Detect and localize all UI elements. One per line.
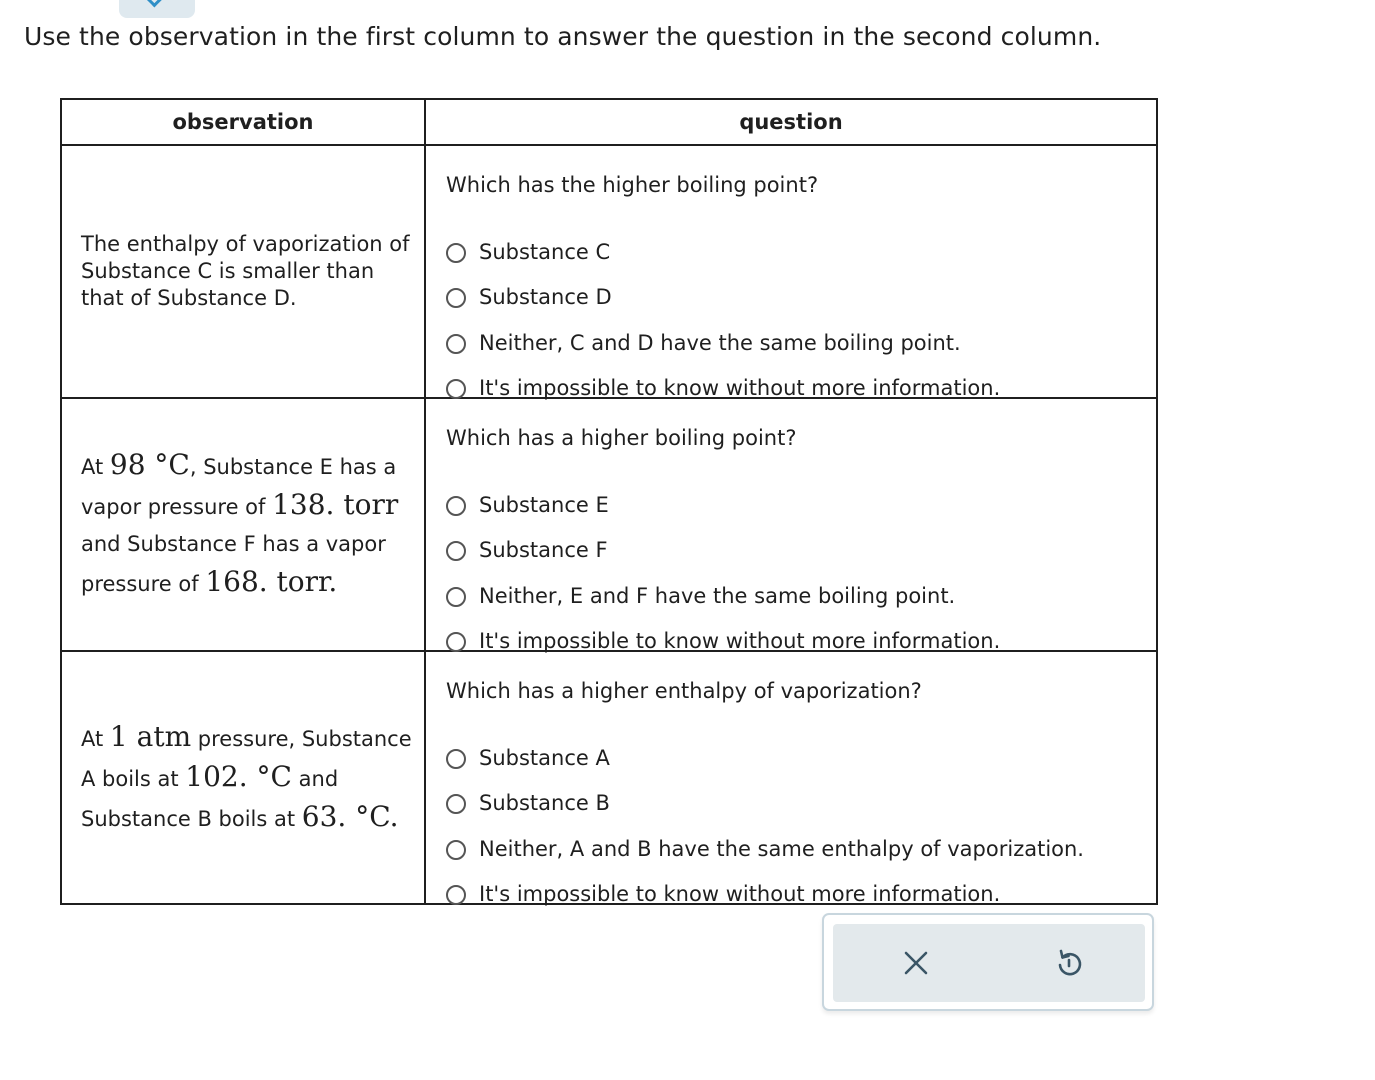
radio-button[interactable]: [446, 840, 466, 860]
action-bar: [833, 924, 1145, 1002]
observation-cell: [61, 651, 425, 904]
clear-button[interactable]: [899, 946, 933, 980]
observation-text-part: .: [328, 565, 338, 598]
option-label[interactable]: Neither, A and B have the same enthalpy of vaporization.: [479, 836, 1084, 861]
question-cell: [425, 398, 1157, 654]
observation-text-part: At: [81, 726, 110, 751]
radio-button[interactable]: [446, 541, 466, 561]
question-table: [60, 98, 1158, 905]
radio-button[interactable]: [446, 288, 466, 308]
observation-text-part: and Substance B boils at: [81, 766, 339, 831]
close-icon: [899, 946, 933, 980]
answer-option[interactable]: [446, 482, 1146, 528]
option-label[interactable]: Substance E: [479, 492, 609, 517]
question-prompt: Which has a higher enthalpy of vaporization?: [446, 679, 922, 703]
radio-button[interactable]: [446, 496, 466, 516]
instructions: Use the observation in the first column to answer the question in the second column.: [24, 22, 1102, 51]
option-label[interactable]: Neither, E and F have the same boiling point.: [479, 583, 956, 608]
answer-option[interactable]: [446, 872, 1146, 918]
observation-text-part: .: [389, 799, 399, 833]
radio-button[interactable]: [446, 379, 466, 399]
observation-text-part: and Substance F has a vapor pressure of: [81, 532, 386, 596]
table-row: [61, 145, 1157, 398]
temperature-value: 102. °C: [185, 759, 292, 793]
option-label[interactable]: Substance A: [479, 745, 610, 770]
question-cell: [425, 651, 1157, 907]
option-label[interactable]: Neither, C and D have the same boiling point.: [479, 330, 961, 355]
option-label[interactable]: It's impossible to know without more information.: [479, 629, 1001, 654]
answer-option[interactable]: [446, 735, 1146, 781]
option-label[interactable]: Substance F: [479, 538, 608, 563]
temperature-value: 63. °C: [301, 799, 390, 833]
observation-text-part: pressure, Substance A boils at: [81, 726, 412, 791]
pressure-value: 1 atm: [109, 719, 192, 753]
option-label[interactable]: It's impossible to know without more information.: [479, 376, 1001, 401]
question-header: question: [425, 99, 1157, 145]
answer-option[interactable]: [446, 781, 1146, 827]
question-cell: [425, 145, 1157, 401]
radio-button[interactable]: [446, 243, 466, 263]
observation-header: observation: [61, 99, 425, 145]
option-label[interactable]: Substance D: [479, 285, 612, 310]
answer-option[interactable]: [446, 229, 1146, 275]
answer-option[interactable]: [446, 826, 1146, 872]
radio-button[interactable]: [446, 587, 466, 607]
observation-cell: [61, 398, 425, 651]
option-label[interactable]: Substance B: [479, 791, 610, 816]
temperature-value: 98 °C: [109, 448, 190, 481]
radio-button[interactable]: [446, 749, 466, 769]
observation-text-part: , Substance E has a vapor pressure of: [81, 455, 397, 519]
table-row: [61, 398, 1157, 651]
answer-option[interactable]: [446, 528, 1146, 574]
observation-cell: [61, 145, 425, 398]
answer-option[interactable]: [446, 573, 1146, 619]
option-label[interactable]: Substance C: [479, 239, 611, 264]
undo-icon: [1051, 945, 1087, 981]
question-prompt: Which has a higher boiling point?: [446, 426, 797, 450]
radio-button[interactable]: [446, 334, 466, 354]
radio-button[interactable]: [446, 794, 466, 814]
question-prompt: Which has the higher boiling point?: [446, 173, 819, 197]
observation-text-part: At: [81, 455, 110, 479]
pressure-value: 138. torr: [272, 488, 399, 521]
table-row: [61, 651, 1157, 904]
radio-button[interactable]: [446, 632, 466, 652]
pressure-value: 168. torr: [205, 565, 329, 598]
table-header-row: [61, 99, 1157, 145]
undo-button[interactable]: [1051, 945, 1087, 981]
radio-button[interactable]: [446, 885, 466, 905]
answer-option[interactable]: [446, 320, 1146, 366]
option-label[interactable]: It's impossible to know without more information.: [479, 882, 1001, 907]
answer-option[interactable]: [446, 275, 1146, 321]
observation-text: The enthalpy of vaporization of Substance C is smaller than that of Substance D.: [81, 232, 410, 310]
action-panel: [822, 913, 1154, 1011]
